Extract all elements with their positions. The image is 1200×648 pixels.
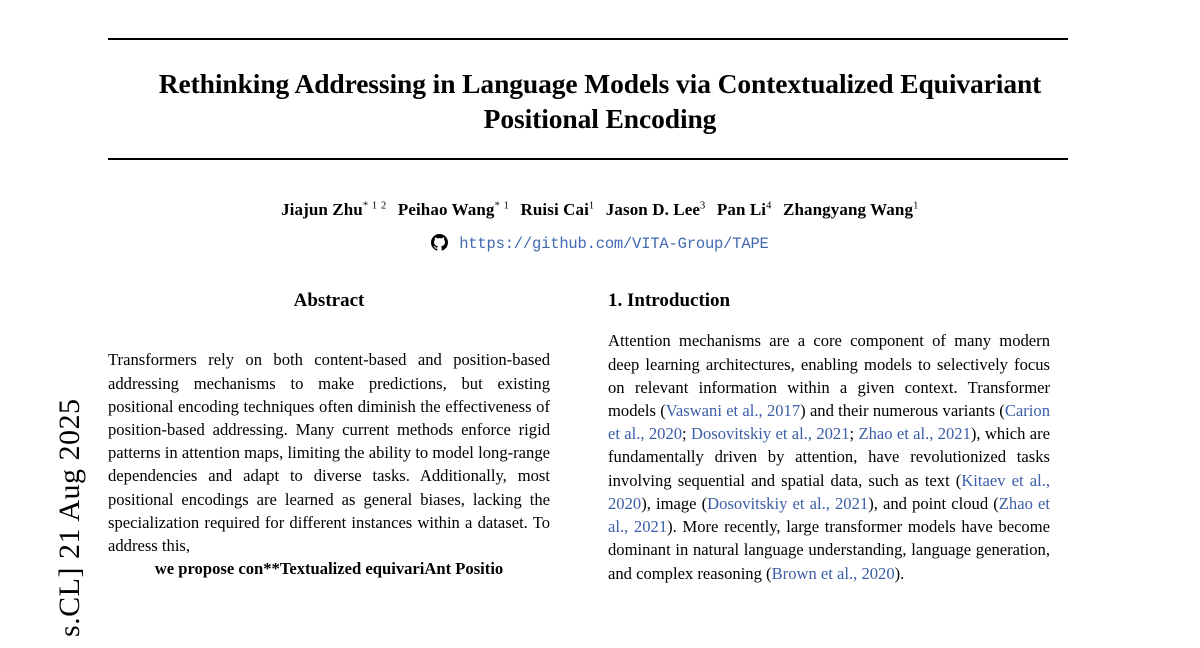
github-icon <box>431 234 448 256</box>
paragraph-text: ), which are fundamentally driven by attention, have revolutionized tasks involving sequential and spatial data, such as text ( <box>608 424 1050 490</box>
abstract-column <box>108 290 550 584</box>
citation-link[interactable]: Dosovitskiy et al., 2021 <box>707 493 869 513</box>
introduction-heading: 1. Introduction <box>608 290 731 312</box>
paragraph-text: ), and point cloud ( <box>868 493 999 513</box>
arxiv-stamp <box>0 0 90 648</box>
abstract-heading: Abstract <box>293 290 365 312</box>
author-list <box>90 200 1110 220</box>
citation-link[interactable]: Kitaev et al., 2020 <box>608 470 1050 513</box>
introduction-paragraph <box>608 329 1050 584</box>
author-affiliation-mark: 4 <box>766 200 772 212</box>
citation-link[interactable]: Dosovitskiy et al., 2021 <box>690 424 850 444</box>
abstract-text: Transformers rely on both content-based and position-based addressing mechanisms to make predictions, but existing positional encoding techniques often diminish the effectiveness of position-based addressing. Many current methods enforce rigid patterns in attention maps, limiting the ability to model long-range dependencies and adapt to diverse tasks. Additionally, most positional encodings are learned as general biases, lacking the specialization required for different instances within a dataset. To address this, <box>108 350 550 556</box>
paragraph-text: ; <box>849 424 859 444</box>
author-name: Peihao Wang <box>397 200 495 220</box>
citation-link[interactable]: Brown et al., 2020 <box>771 563 895 583</box>
citation-link[interactable]: Zhao et al., 2021 <box>858 424 971 444</box>
paragraph-text: ; <box>682 424 691 444</box>
introduction-column <box>608 290 1050 584</box>
arxiv-stamp-text: s.CL] 21 Aug 2025 <box>53 398 86 637</box>
paragraph-text: ). More recently, large transformer models have become dominant in natural language understanding, language generation, and complex reasoning ( <box>608 517 1051 583</box>
title-rule-top <box>108 38 1068 40</box>
citation-link[interactable]: Zhao et al., 2021 <box>608 493 1050 537</box>
author-affiliation-mark: * 1 2 <box>362 200 387 212</box>
author-name: Pan Li <box>716 200 767 220</box>
paragraph-text: ). <box>894 563 905 583</box>
title-rule-bottom <box>108 158 1068 160</box>
author-affiliation-mark: 1 <box>588 200 595 212</box>
author-affiliation-mark: 3 <box>700 200 706 212</box>
paper-page <box>90 0 1110 648</box>
citation-link[interactable]: Vaswani et al., 2017 <box>665 401 801 421</box>
two-column-body <box>90 290 1110 584</box>
author-name: Jason D. Lee <box>605 200 701 220</box>
citation-link[interactable]: Carion et al., 2020 <box>608 401 1050 444</box>
author-name: Ruisi Cai <box>520 200 589 220</box>
paragraph-text: ) and their numerous variants ( <box>800 401 1005 421</box>
page-title: Rethinking Addressing in Language Models via Contextualized Equivariant Positional Encoding <box>158 68 1042 135</box>
repo-url-link[interactable]: https://github.com/VITA-Group/TAPE <box>459 235 769 254</box>
author-affiliation-mark: * 1 <box>494 200 510 212</box>
author-affiliation-mark: 1 <box>913 200 919 212</box>
repo-link-line <box>90 234 1110 256</box>
author-name: Zhangyang Wang <box>783 200 914 220</box>
abstract-cut-text: we propose con**Textualized equivariAnt Positio <box>154 559 504 579</box>
paragraph-text: Attention mechanisms are a core component of many modern deep learning architectures, enabling models to selectively focus on relevant information within a given context. Transformer models ( <box>608 331 1050 421</box>
author-name: Jiajun Zhu <box>281 200 363 220</box>
paragraph-text: ), image ( <box>641 493 708 513</box>
